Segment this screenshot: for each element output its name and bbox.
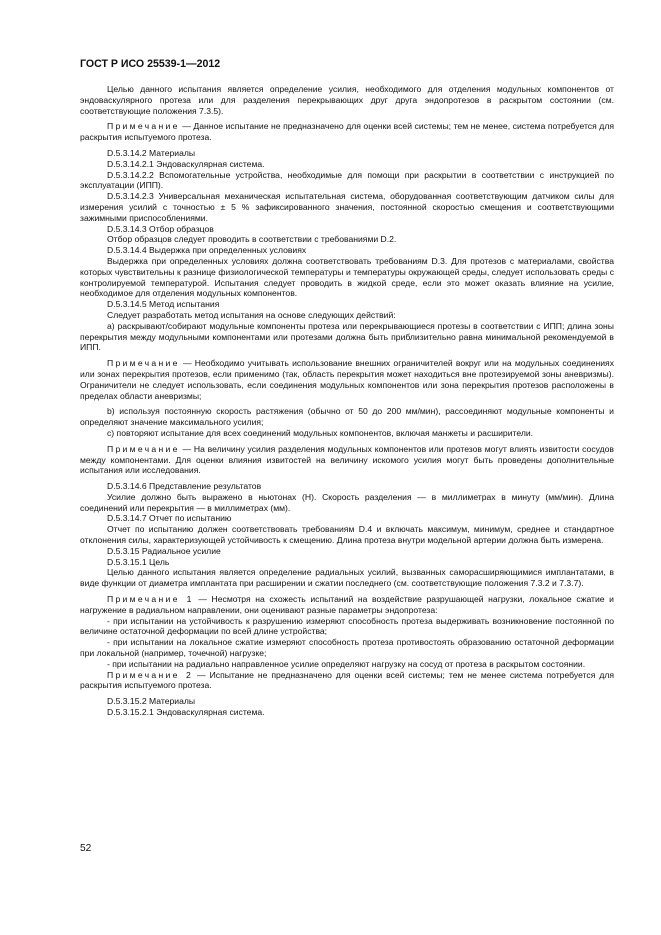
text-paragraph — [80, 637, 614, 659]
paragraph-text: — Данное испытание не предназначено для оценки всей системы; тем не менее, система потребуется для раскрытия испытуемого протеза. — [80, 121, 614, 143]
paragraph-text: D.5.3.14.2.3 Универсальная механическая испытательная система, оборудованная соответствующим датчиком силы для измерения усилий с точностью ± 5 % зафиксированного значения, постоянной скоростью смещения и соответствующими зажимными приспособлениями. — [80, 191, 614, 223]
text-paragraph — [80, 616, 614, 638]
text-paragraph — [80, 321, 614, 353]
paragraph-text: Целью данного испытания является определение усилия, необходимого для отделения модульных компонентов от эндоваскулярного протеза или для разделения перекрывающих друг друга эндопротезов в раскрытом состоянии (см. соответствующие положения 7.3.5). — [80, 84, 614, 116]
paragraph-text: - при испытании на устойчивость к разрушению измеряют способность протеза выдерживать возникновение постоянной по величине остаточной деформации по всей длине устройства; — [80, 615, 614, 637]
paragraph-text: — Несмотря на схожесть испытаний на воздействие разрушающей нагрузки, локальное сжатие и нагружение в радиальном направлении, они оценивают разные параметры эндопротеза: — [80, 594, 614, 615]
paragraph-text: D.5.3.14.2.1 Эндоваскулярная система. — [107, 158, 265, 169]
text-paragraph — [80, 224, 614, 235]
text-paragraph — [80, 513, 614, 524]
text-paragraph — [80, 428, 614, 439]
text-paragraph — [80, 481, 614, 492]
text-paragraph — [80, 696, 614, 707]
paragraph-text: — Испытание не предназначено для оценки всей системы; тем не менее система потребуется для раскрытия испытуемого протеза. — [80, 669, 614, 691]
text-paragraph — [80, 524, 614, 546]
note-paragraph — [80, 121, 614, 143]
paragraph-text: b) используя постоянную скорость растяжения (обычно от 50 до 200 мм/мин), рассоединяют модульные компоненты и определяют значение максимального усилия; — [80, 406, 614, 428]
text-paragraph — [80, 148, 614, 159]
paragraph-text: D.5.3.14.5 Метод испытания — [107, 299, 220, 310]
paragraph-text: a) раскрывают/собирают модульные компоненты протеза или перекрывающиеся протезы в соответствии с ИПП; длина зоны перекрытия между модульными компонентами или протезами должна быть приблизительно равна минимальной рекомендуемой в ИПП. — [80, 320, 614, 353]
paragraph-text: c) повторяют испытание для всех соединений модульных компонентов, включая манжеты и расширители. — [107, 427, 534, 438]
note-label: Примечание — [107, 443, 180, 454]
text-paragraph — [80, 557, 614, 568]
note-paragraph — [80, 594, 614, 616]
text-paragraph — [80, 492, 614, 514]
paragraph-text: Усилие должно быть выражено в ньютонах (Н). Скорость разделения — в миллиметрах в минуту (мм/мин). Длина соединений или перекрытия — в миллиметрах (мм). — [80, 491, 614, 513]
text-paragraph — [80, 159, 614, 170]
text-paragraph — [80, 707, 614, 718]
paragraph-text: Отбор образцов следует проводить в соответствии с требованиями D.2. — [107, 234, 397, 245]
note-label: Примечание 1 — [107, 594, 194, 605]
note-label: Примечание — [107, 121, 180, 132]
text-paragraph — [80, 546, 614, 557]
paragraph-text: D.5.3.14.2 Материалы — [107, 147, 196, 158]
paragraph-text: D.5.3.14.7 Отчет по испытанию — [107, 513, 232, 524]
text-paragraph — [80, 256, 614, 299]
paragraph-text: D.5.3.15.2 Материалы — [107, 696, 196, 707]
note-paragraph — [80, 670, 614, 692]
text-paragraph — [80, 84, 614, 116]
text-paragraph — [80, 406, 614, 428]
text-paragraph — [80, 310, 614, 321]
document-header: ГОСТ Р ИСО 25539-1—2012 — [80, 58, 221, 70]
paragraph-text: Отчет по испытанию должен соответствовать требованиям D.4 и включать максимум, минимум, среднее и стандартное отклонения силы, характеризующей устойчивость к смещению. Длина протеза внутри модельной артерии должна быть измерена. — [80, 524, 614, 546]
text-paragraph — [80, 170, 614, 192]
paragraph-text: — Необходимо учитывать использование внешних ограничителей вокруг или на модульных соединениях или зонах перекрытия протезов, если применимо (так, область перекрытия может находиться вне протезируемой зоны аневризмы). Ограничители не следует использовать, если соединения модульных компонентов или зона перекрытия протезов расположены в пределах области аневризмы; — [80, 358, 614, 401]
paragraph-text: Целью данного испытания является определение радиальных усилий, вызванных саморасширяющимися имплантатами, в виде функции от диаметра имплантата при расширении и сжатии последнего (см. соответствующие положения 7.3.2 и 7.3.7). — [80, 567, 614, 589]
note-label: Примечание — [107, 358, 180, 369]
paragraph-text: D.5.3.14.6 Представление результатов — [107, 481, 262, 492]
paragraph-text: D.5.3.14.4 Выдержка при определенных условиях — [107, 245, 307, 256]
paragraph-text: D.5.3.14.2.2 Вспомогательные устройства, необходимые для помощи при раскрытии в соответствии с инструкцией по эксплуатации (ИПП). — [80, 169, 614, 191]
note-paragraph — [80, 444, 614, 476]
text-paragraph — [80, 299, 614, 310]
paragraph-text: Выдержка при определенных условиях должна соответствовать требованиям D.3. Для протезов с материалами, свойства которых чувствительны к разнице физиологической температуры и температуры окружающей среды, следует использовать среды с контролируемой температурой. Испытания следует проводить в жидкой среде, если это может оказать влияние на усилие, необходимое для отделения модульных компонентов. — [80, 255, 614, 299]
paragraph-text: D.5.3.15 Радиальное усилие — [107, 545, 221, 556]
text-paragraph — [80, 234, 614, 245]
paragraph-text: — На величину усилия разделения модульных компонентов или протезов могут влиять извитости сосудов между компонентами. Для оценки влияния извитостей на величину искомого усилия могут быть проведены дополнительные испытания или исследования. — [80, 443, 614, 476]
paragraph-text: Следует разработать метод испытания на основе следующих действий: — [107, 309, 396, 320]
document-body — [80, 84, 614, 718]
note-paragraph — [80, 358, 614, 401]
text-paragraph — [80, 245, 614, 256]
text-paragraph — [80, 567, 614, 589]
note-label: Примечание 2 — [107, 669, 194, 680]
text-paragraph — [80, 659, 614, 670]
page-number: 52 — [80, 843, 92, 854]
paragraph-text: D.5.3.14.3 Отбор образцов — [107, 223, 214, 234]
paragraph-text: D.5.3.15.2.1 Эндоваскулярная система. — [107, 707, 265, 718]
paragraph-text: D.5.3.15.1 Цель — [107, 556, 170, 567]
text-paragraph — [80, 191, 614, 223]
paragraph-text: - при испытании на локальное сжатие измеряют способность протеза противостоять образованию остаточной деформации при локальной (например, точечной) нагрузке; — [80, 637, 614, 659]
paragraph-text: - при испытании на радиально направленное усилие определяют нагрузку на сосуд от протеза в раскрытом состоянии. — [107, 658, 586, 669]
